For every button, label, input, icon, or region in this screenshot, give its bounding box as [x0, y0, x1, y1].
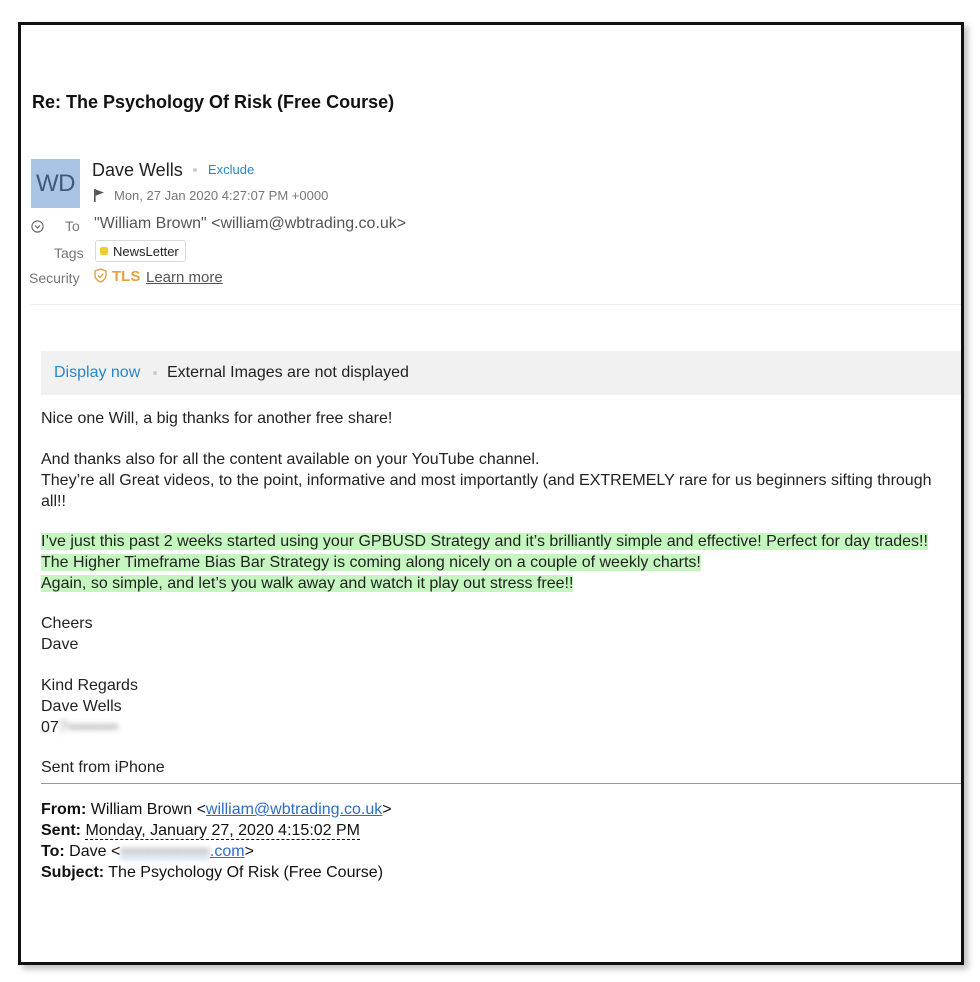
highlighted-line — [41, 531, 928, 552]
separator-dot — [193, 168, 197, 172]
quoted-from — [41, 799, 392, 820]
external-images-bar — [41, 351, 961, 395]
quoted-to-email[interactable] — [120, 843, 244, 860]
quoted-from-close: > — [382, 801, 392, 818]
body-line: Nice one Will, a big thanks for another free share! — [41, 410, 393, 427]
quote-divider — [41, 783, 961, 784]
body-line: Sent from iPhone — [41, 759, 165, 776]
tag-color-square — [100, 247, 108, 255]
quoted-from-name: William Brown < — [90, 801, 206, 818]
avatar[interactable]: WD — [31, 159, 80, 208]
header-divider — [31, 304, 961, 305]
quoted-subject — [41, 862, 383, 883]
quoted-to-name: Dave < — [69, 843, 121, 860]
quoted-sent-label: Sent: — [41, 822, 81, 839]
tag-chip[interactable] — [95, 240, 186, 262]
quoted-from-label: From: — [41, 801, 87, 818]
quoted-subject-label: Subject: — [41, 864, 105, 881]
security-tls: TLS — [112, 268, 141, 285]
to-label: To — [65, 218, 80, 234]
quoted-from-email[interactable]: william@wbtrading.co.uk — [205, 801, 383, 818]
highlighted-line — [41, 552, 701, 573]
body-line: They’re all Great videos, to the point, informative and most importantly (and EXTREMELY rare for us beginners sifting through — [41, 472, 932, 489]
quoted-to — [41, 841, 254, 862]
quoted-to-email-redacted: •••••••••••••••• — [120, 843, 210, 860]
quoted-sent-date[interactable]: Monday, January 27, 2020 4:15:02 PM — [85, 822, 360, 839]
external-images-message: External Images are not displayed — [167, 364, 409, 381]
quoted-subject-value: The Psychology Of Risk (Free Course) — [108, 864, 384, 881]
separator-dot — [153, 371, 157, 375]
body-line: Dave — [41, 636, 79, 653]
quoted-sent — [41, 820, 360, 841]
tag-name: NewsLetter — [113, 243, 179, 259]
shield-icon — [94, 268, 107, 283]
email-window — [18, 22, 964, 965]
body-line: And thanks also for all the content available on your YouTube channel. — [41, 451, 540, 468]
highlighted-line — [41, 573, 573, 594]
signature-name: Dave Wells — [41, 698, 122, 715]
sender-name[interactable]: Dave Wells — [92, 160, 183, 180]
email-date: Mon, 27 Jan 2020 4:27:07 PM +0000 — [114, 188, 329, 203]
signature-line: Kind Regards — [41, 677, 138, 694]
email-subject: Re: The Psychology Of Risk (Free Course) — [32, 92, 395, 112]
highlight: Again, so simple, and let’s you walk away and watch it play out stress free!! — [41, 575, 574, 592]
quoted-to-label: To: — [41, 843, 65, 860]
display-now-link[interactable]: Display now — [54, 364, 141, 381]
tags-label: Tags — [54, 245, 84, 261]
highlight: I’ve just this past 2 weeks started using your GPBUSD Strategy and it’s brilliantly simple and effective! Perfect for day trades!! — [41, 533, 928, 550]
exclude-link[interactable]: Exclude — [208, 162, 255, 177]
flag-icon[interactable] — [93, 189, 105, 202]
phone-redacted: 7••••••••• — [58, 719, 119, 736]
signature-phone — [41, 717, 118, 738]
body-line: Cheers — [41, 615, 93, 632]
quoted-to-close: > — [244, 843, 254, 860]
quoted-to-email-suffix: .com — [209, 843, 245, 860]
body-line: all!! — [41, 493, 66, 510]
recipient-address[interactable]: "William Brown" <william@wbtrading.co.uk> — [94, 215, 407, 232]
highlight: The Higher Timeframe Bias Bar Strategy is coming along nicely on a couple of weekly charts! — [41, 554, 701, 571]
chevron-down-icon[interactable] — [31, 220, 44, 233]
security-label: Security — [29, 270, 80, 286]
phone-prefix: 07 — [41, 719, 59, 736]
learn-more-link[interactable]: Learn more — [146, 269, 223, 286]
